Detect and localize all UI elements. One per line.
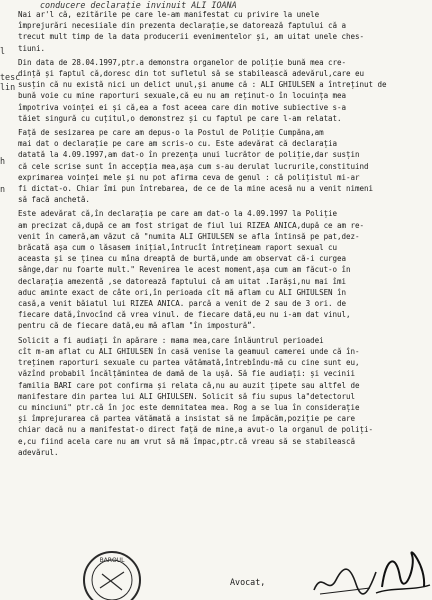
text-line: bună voie cu mine raporturi sexuale,că eu nu am reținut-o în locuința mea [18, 91, 347, 101]
text-line: familia BARI care pot confirma și relata că,nu au auzit țipete sau altfel de [18, 380, 360, 390]
stamp-icon [80, 548, 144, 600]
signature-icon [372, 547, 432, 600]
text-line: Față de sesizarea pe care am depus-o la Postul de Poliție Cumpăna,am [18, 128, 324, 138]
text-line: declarația amezentă ,se datorează faptului că am uitat .Iarăși,nu mai îmi [18, 276, 347, 286]
text-line: dință și faptul că,doresc din tot sufletul să se stabilească adevărul,care eu [18, 69, 365, 79]
text-line: și împrejurarea că partea vătămată a insistat să ne împăcăm,poziție pe care [18, 414, 356, 424]
text-line: fiecare dată,învocînd că vrea vinul. de fiecare dată,eu nu i-am dat vinul, [18, 310, 351, 320]
text-line: adevărul. [18, 447, 59, 457]
margin-fragment: h [0, 156, 6, 166]
margin-fragment: lin [0, 82, 16, 92]
margin-fragment: l [0, 46, 6, 56]
text-line: trecut mult timp de la data producerii evenimentelor și, am uitat unele ches- [18, 32, 365, 42]
stamp-text: BAROUL [99, 557, 125, 564]
text-line: am precizat că,după ce am fost strigat de fiul lui RIZEA ANICA,după ce am re- [18, 220, 365, 230]
text-line: Este adevărat că,în declarația pe care am dat-o la 4.09.1997 la Poliție [18, 209, 338, 219]
text-line: Solicit a fi audiați în apărare : mama mea,care înlăuntrul perioadei [18, 335, 324, 345]
text-line: fi dictat-o. Chiar îmi pun întrebarea, de ce de la mine acesă nu a venit nimeni [18, 184, 373, 194]
declaration-body [18, 9, 428, 458]
header-line: conducere declarație invinuit ALI IOANA [40, 0, 237, 10]
text-line: împotriva voinței ei și că,ea a fost aceea care din motive subiective s-a [18, 102, 347, 112]
text-line: e,cu fiind acela care nu am vrut să mă împac,ptr.că vreau să se stabilească [18, 436, 356, 446]
signature-icon [310, 560, 380, 600]
text-line: susțin că nu există nici un delict unul,și anume că : ALI GHIULSEN a întreținut de [18, 80, 387, 90]
text-line: treținem raporturi sexuale cu partea vătămată,întrebîndu-mă cu cine sunt eu, [18, 358, 360, 368]
text-line: tiuni. [18, 43, 45, 53]
text-line: să facă anchetă. [18, 195, 90, 205]
text-line: Din data de 28.04.1997,ptr.a demonstra organelor de poliție bună mea cre- [18, 57, 347, 67]
text-line: brăcată așa cum o lăsasem inițial,întrucît întrețineam raport sexual cu [18, 243, 338, 253]
text-line: Nai ar'l că, ezitările pe care le-am manifestat cu privire la unele [18, 10, 320, 19]
avocat-label: Avocat, [230, 577, 266, 587]
text-line: datată la 4.09.1997,am dat-o în prezența unui lucrător de poliție,dar susțin [18, 150, 360, 160]
text-line: casă,a venit băiatul lui RIZEA ANICA. parcă a venit de 2 sau de 3 ori. de [18, 299, 347, 309]
text-line: chiar dacă nu a manifestat-o direct față de mine,a avut-o la organul de poliți- [18, 425, 373, 435]
text-line: pentru că de fiecare dată,eu mă aflam "în imposturăˮ. [18, 321, 257, 331]
text-line: cu minciuni" ptr.că în joc este demnitatea mea. Rog a se lua în considerație [18, 402, 360, 412]
text-line: aceasta și se ținea cu mîna dreaptă de burtă,unde am observat că-i curgea [18, 254, 347, 264]
text-line: mai dat o declarație pe care am scris-o cu. Este adevărat că declarația [18, 139, 338, 149]
text-line: exprimarea voinței mele și nu pot afirma ceva de genul : că polițistul mi-ar [18, 172, 360, 182]
text-line: aduc aminte exact de câte ori,în perioada cît mă aflam cu ALI GHIULSEN în [18, 287, 347, 297]
text-line: tăiet singură cu cuțitul,o demonstrez și cu faptul pe care l-am relatat. [18, 113, 342, 123]
margin-fragment: n [0, 184, 6, 194]
text-line: manifestare din partea lui ALI GHIULSEN. Solicit să fiu supus la"detectorul [18, 391, 356, 401]
text-line: cît m-am aflat cu ALI GHIULSEN în casă venise la geamuul camerei unde că în- [18, 346, 360, 356]
text-line: împrejurări necesiiale din prezenta declarație,se datorează faptului că a [18, 21, 347, 31]
text-line: sânge,dar nu foarte mult." Revenirea le acest moment,așa cum am făcut-o în [18, 265, 351, 275]
text-line: văzînd probabil încălțămintea de damă de la ușă. Să fie audiați: și vecinii [18, 369, 356, 379]
text-line: venit în cameră,am văzut că "numita ALI GHIULSEN se afla întinsă pe pat,dez- [18, 231, 360, 241]
margin-fragment: tesc [0, 72, 21, 82]
text-line: că cele scrise sunt în accepția mea,așa cum s-au derulat lucrurile,constituind [18, 161, 369, 171]
